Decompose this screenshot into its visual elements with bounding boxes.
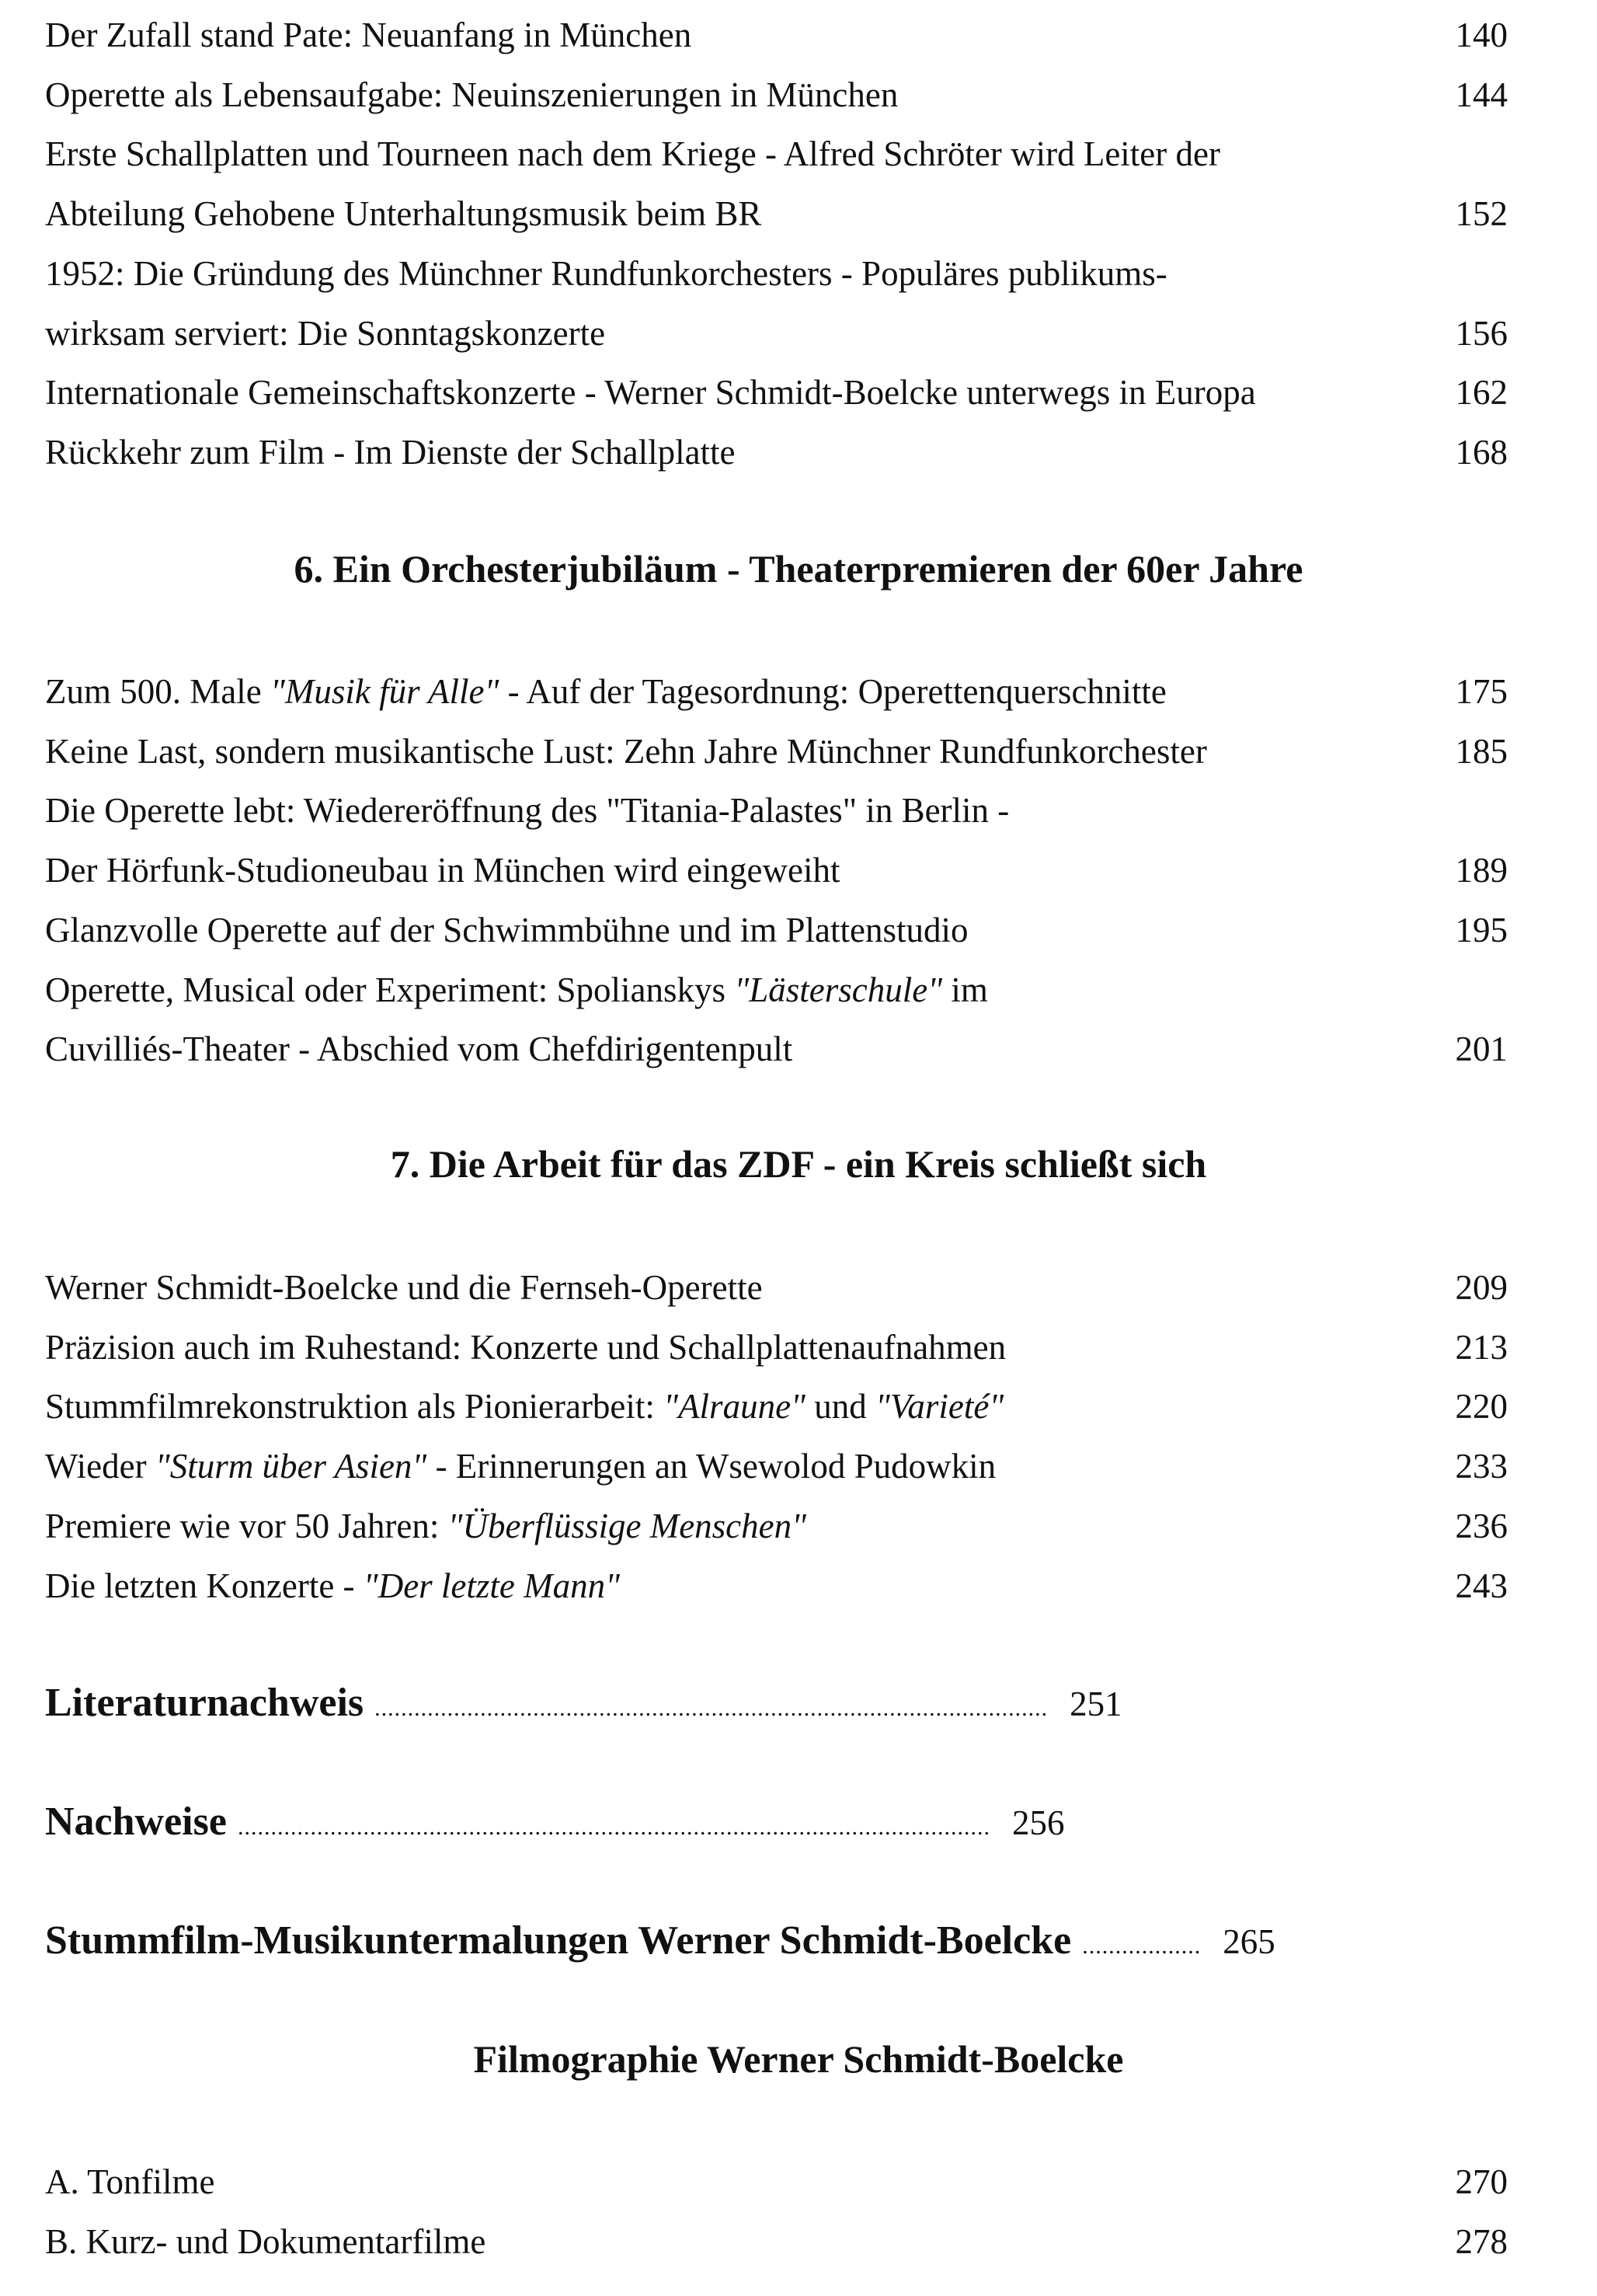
toc-entry-page: 278 <box>1455 2221 1508 2261</box>
dot-leader: .................. <box>1082 1933 1202 1959</box>
toc-entry-title <box>45 1563 620 1609</box>
toc-entry-title-part: Keine Last, sondern musikantische Lust: Zehn Jahre Münchner Rundfunkorchester <box>45 731 1207 771</box>
toc-entry-title-part: Premiere wie vor 50 Jahren: <box>45 1506 448 1545</box>
toc-entry-title: Erste Schallplatten und Tourneen nach dem Kriege - Alfred Schröter wird Leiter der <box>45 134 1220 174</box>
toc-entry-page: 156 <box>1455 313 1508 353</box>
toc-entry-title-italic: "Sturm über Asien" <box>155 1447 427 1486</box>
toc-entry <box>45 71 1508 118</box>
toc-entry <box>45 1264 1508 1311</box>
toc-entry-title-italic: "Der letzte Mann" <box>363 1566 621 1605</box>
toc-entry <box>45 131 1508 177</box>
toc-entry <box>45 2218 1508 2265</box>
toc-entry-title <box>45 1383 1004 1430</box>
toc-entry-title <box>45 1264 763 1311</box>
toc-entry-title-italic: "Musik für Alle" <box>270 672 499 711</box>
appendix-entry-page: 265 <box>1223 1922 1275 1961</box>
toc-entry-page: 152 <box>1455 194 1508 234</box>
toc-entry-title <box>45 847 840 894</box>
toc-entry <box>45 787 1508 834</box>
section-heading-7: 7. Die Arbeit für das ZDF - ein Kreis schließt sich <box>390 1142 1207 1186</box>
toc-entry-title-part: - Erinnerungen an Wsewolod Pudowkin <box>426 1447 997 1486</box>
toc-entry <box>45 1026 1508 1072</box>
toc-entry <box>45 728 1508 775</box>
toc-entry-page: 213 <box>1455 1327 1508 1367</box>
appendix-entry-title: Literaturnachweis <box>45 1681 364 1725</box>
toc-entry-title <box>45 668 1167 715</box>
toc-entry-page: 220 <box>1455 1387 1508 1427</box>
toc-entry <box>45 310 1508 357</box>
toc-entry-page: 195 <box>1455 910 1508 949</box>
toc-entry-title <box>45 907 968 953</box>
toc-entry-page: 209 <box>1455 1268 1508 1307</box>
toc-entry-title-part: - Auf der Tagesordnung: Operettenquerschnitte <box>499 672 1167 711</box>
toc-entry-title-part: Der Hörfunk-Studioneubau in München wird eingeweiht <box>45 851 840 890</box>
toc-entry-title: Abteilung Gehobene Unterhaltungsmusik beim BR <box>45 194 762 234</box>
toc-entry-page: 189 <box>1455 851 1508 890</box>
toc-entry <box>45 190 1508 237</box>
filmography-heading: Filmographie Werner Schmidt-Boelcke <box>473 2037 1124 2081</box>
toc-entry-page: 185 <box>1455 731 1508 771</box>
toc-entry-title-italic: "Überflüssige Menschen" <box>447 1506 807 1545</box>
toc-entry-title <box>45 967 988 1013</box>
appendix-entry <box>45 1914 1275 1968</box>
section-heading-6: 6. Ein Orchesterjubiläum - Theaterpremieren der 60er Jahre <box>294 547 1303 591</box>
toc-entry-page: 175 <box>1455 672 1508 711</box>
toc-entry-title: Der Zufall stand Pate: Neuanfang in München <box>45 16 692 54</box>
toc-entry <box>45 1324 1508 1371</box>
toc-entry <box>45 250 1508 297</box>
toc-entry <box>45 1383 1508 1430</box>
toc-entry-title-part: Cuvilliés-Theater - Abschied vom Chefdirigentenpult <box>45 1030 793 1069</box>
toc-entry-title-italic: "Varieté" <box>875 1387 1004 1427</box>
toc-entry-title <box>45 728 1207 775</box>
toc-entry <box>45 2158 1508 2205</box>
toc-entry-title: Rückkehr zum Film - Im Dienste der Schallplatte <box>45 432 736 472</box>
toc-entry-page: 233 <box>1455 1447 1508 1486</box>
dot-leader: ...................................................................................................... <box>374 1695 1049 1721</box>
toc-entry-title <box>45 1026 792 1072</box>
toc-entry <box>45 967 1508 1013</box>
toc-entry <box>45 668 1508 715</box>
toc-entry-page: 162 <box>1455 373 1508 413</box>
toc-entry-title-part: Präzision auch im Ruhestand: Konzerte und Schallplattenaufnahmen <box>45 1327 1007 1367</box>
toc-entry-title-part: Wieder <box>45 1447 155 1486</box>
toc-entry-title-italic: "Alraune" <box>663 1387 805 1427</box>
toc-entry-title-part: Werner Schmidt-Boelcke und die Fernseh-Operette <box>45 1268 763 1307</box>
appendix-entry <box>45 1795 1064 1849</box>
toc-entry <box>45 1443 1508 1489</box>
toc-entry-title: Internationale Gemeinschaftskonzerte - Werner Schmidt-Boelcke unterwegs in Europa <box>45 373 1256 413</box>
toc-entry <box>45 1503 1508 1549</box>
toc-entry <box>45 369 1508 416</box>
toc-entry-title-part: Stummfilmrekonstruktion als Pionierarbeit: <box>45 1387 664 1427</box>
dot-leader: .................................................................................................................. <box>237 1814 990 1840</box>
appendix-entry-page: 256 <box>1011 1803 1065 1842</box>
toc-entry-title-part: Glanzvolle Operette auf der Schwimmbühne und im Plattenstudio <box>45 910 969 949</box>
toc-entry-title: Operette als Lebensaufgabe: Neuinszenierungen in München <box>45 75 899 114</box>
toc-entry-title: A. Tonfilme <box>45 2162 215 2201</box>
toc-entry <box>45 12 1508 58</box>
toc-entry-title: 1952: Die Gründung des Münchner Rundfunkorchesters - Populäres publikums- <box>45 253 1167 293</box>
toc-entry-title-italic: "Lästerschule" <box>734 970 943 1009</box>
toc-entry-title-part: Operette, Musical oder Experiment: Spolianskys <box>45 970 735 1009</box>
toc-entry-title: wirksam serviert: Die Sonntagskonzerte <box>45 313 606 353</box>
toc-entry <box>45 1563 1508 1609</box>
appendix-entry-page: 251 <box>1070 1685 1122 1723</box>
toc-entry-title-part: Zum 500. Male <box>45 672 270 711</box>
toc-entry-page: 270 <box>1455 2162 1508 2201</box>
toc-entry-title-part: im <box>942 970 988 1009</box>
toc-entry-page: 236 <box>1455 1506 1508 1545</box>
toc-entry-title-part: und <box>805 1387 875 1427</box>
toc-entry-title-part: Die Operette lebt: Wiedereröffnung des "Titania-Palastes" in Berlin - <box>45 791 1010 831</box>
toc-entry-page: 140 <box>1455 16 1508 54</box>
toc-entry-title <box>45 1503 806 1549</box>
toc-entry <box>45 847 1508 894</box>
toc-entry-page: 201 <box>1455 1030 1508 1069</box>
appendix-entry-title: Stummfilm-Musikuntermalungen Werner Schmidt-Boelcke <box>45 1918 1072 1963</box>
toc-entry-page: 243 <box>1455 1566 1508 1605</box>
appendix-entry-title: Nachweise <box>45 1800 227 1844</box>
toc-entry-title-part: Die letzten Konzerte - <box>45 1566 364 1605</box>
toc-entry <box>45 429 1508 476</box>
appendix-entry <box>45 1676 1122 1730</box>
toc-entry-page: 168 <box>1455 432 1508 472</box>
toc-entry-title <box>45 1443 996 1489</box>
toc-entry-title <box>45 1324 1006 1371</box>
toc-entry-title: B. Kurz- und Dokumentarfilme <box>45 2221 486 2261</box>
toc-entry <box>45 907 1508 953</box>
toc-entry-page: 144 <box>1455 75 1508 114</box>
toc-entry-title <box>45 787 1009 834</box>
